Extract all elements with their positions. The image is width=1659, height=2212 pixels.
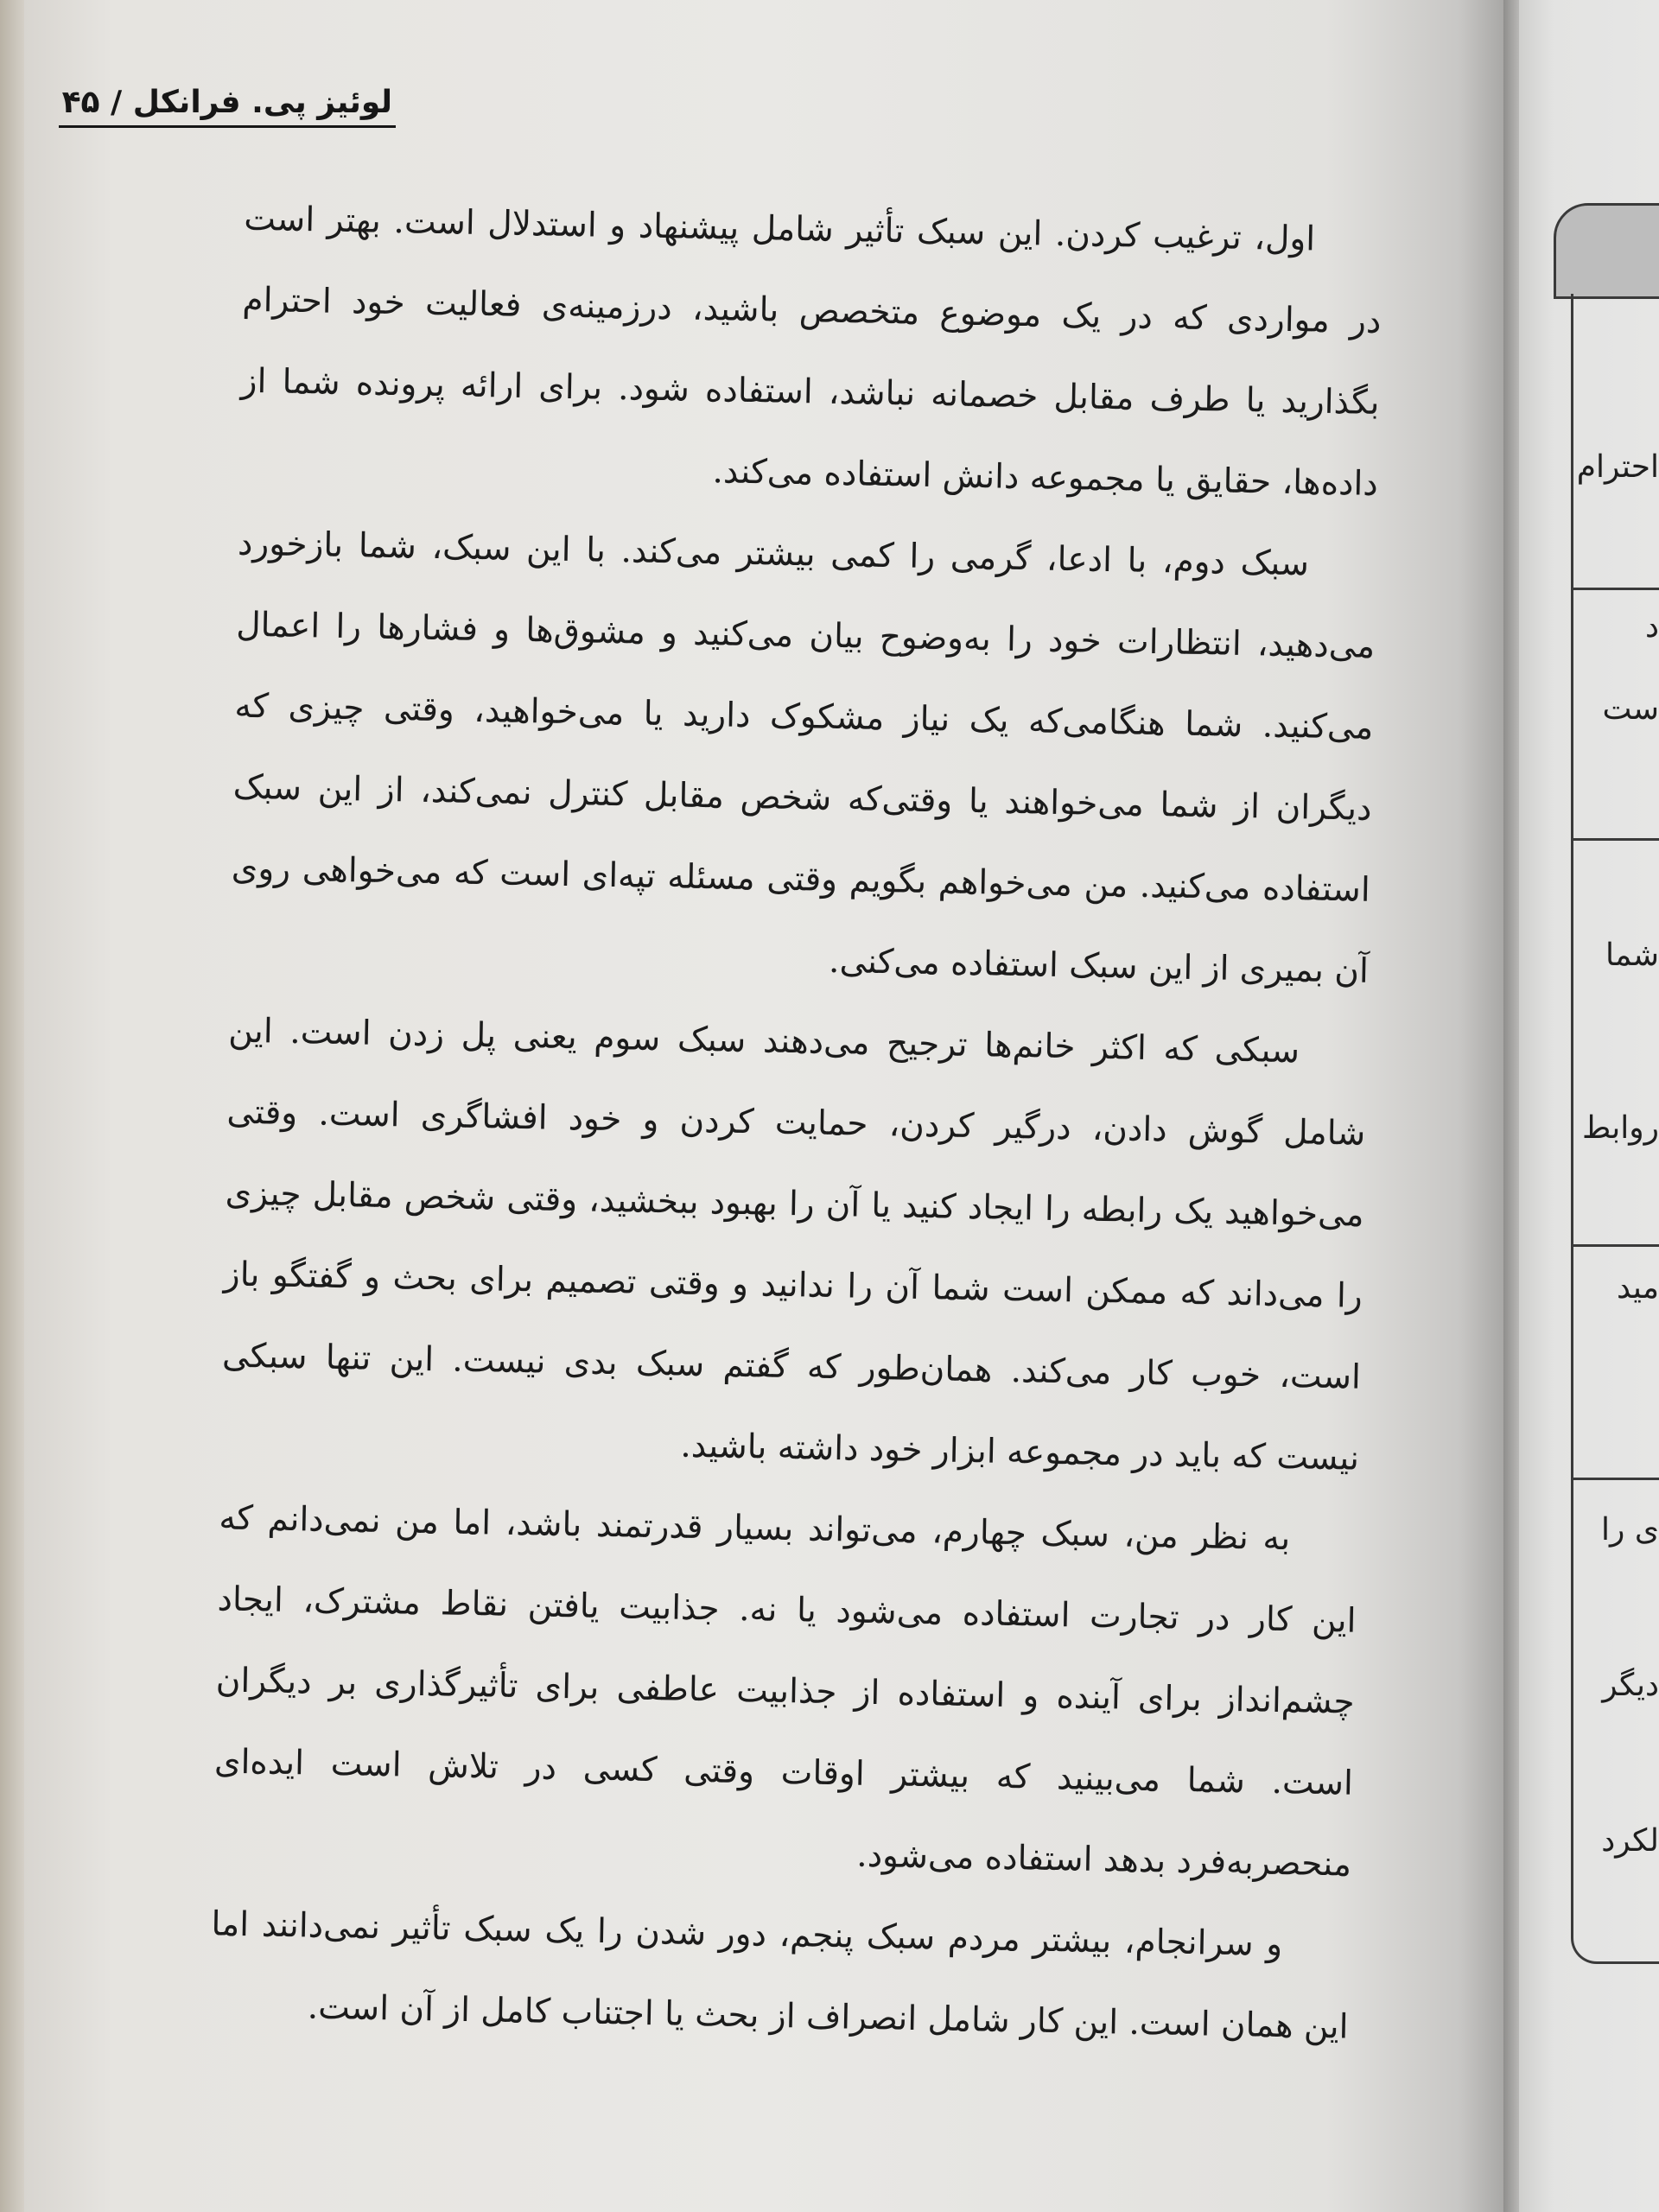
facing-text-fragment: احترام [1576,449,1659,485]
facing-table-rule [1573,838,1659,841]
facing-table-rule [1573,1478,1659,1480]
facing-text-fragment: د [1644,609,1659,645]
facing-text-fragment: شما [1605,938,1659,973]
book-page [24,0,1503,2212]
facing-page [1519,0,1659,2212]
paragraph-3: سبکی که اکثر خانم‌ها ترجیح می‌دهند سبک سوم یعنی پل زدن است. این شامل گوش دادن، درگیر کردن، حمایت کردن و خود افشاگری است. وقتی می‌خواهید یک رابطه را ایجاد کنید یا آن را بهبود ببخشید، وقتی شخص مقابل چیزی را می‌داند که ممکن است شما آن را ندانید و وقتی تصمیم برای بحث و گفتگو باز است، خوب کار می‌کند. همان‌طور که گفتم سبک بدی نیست. این تنها سبکی نیست که باید در مجموعه ابزار خود داشته باشید. [221,1011,1366,1478]
body-text [209,179,1383,2069]
paragraph-5: و سرانجام، بیشتر مردم سبک پنجم، دور شدن را یک سبک تأثیر نمی‌دانند اما این همان است. این کار شامل انصراف از بحث یا اجتناب کامل از آن است. [211,1904,1349,2047]
facing-table-header [1554,203,1659,299]
facing-text-fragment: دیگر [1602,1668,1659,1703]
facing-text-fragment: ی را [1600,1512,1659,1548]
paragraph-4: به نظر من، سبک چهارم، می‌تواند بسیار قدرتمند باشد، اما من نمی‌دانم که این کار در تجارت استفاده می‌شود یا نه. جذابیت یافتن نقاط مشترک، ایجاد چشم‌انداز برای آینده و استفاده از جذابیت عاطفی برای تأثیرگذاری بر دیگران است. شما می‌بینید که بیشتر اوقات وقتی کسی در تلاش است ایده‌ای منحصربه‌فرد بدهد استفاده می‌شود. [213,1498,1357,1885]
facing-text-fragment: لکرد [1601,1823,1659,1859]
book-gutter [1503,0,1521,2212]
paragraph-2: سبک دوم، با ادعا، گرمی را کمی بیشتر می‌کند. با این سبک، شما بازخورد می‌دهید، انتظارات خود را به‌وضوح بیان می‌کنید و مشوق‌ها و فشارها را اعمال می‌کنید. شما هنگامی‌که یک نیاز مشکوک دارید یا می‌خواهید، وقتی چیزی که دیگران از شما می‌خواهند یا وقتی‌که شخص مقابل کنترل نمی‌کند، از این سبک استفاده می‌کنید. من می‌خواهم بگویم وقتی مسئله تپه‌ای است که می‌خواهی روی آن بمیری از این سبک استفاده می‌کنی. [231,524,1376,991]
facing-table-rule [1573,1244,1659,1247]
facing-text-fragment: روابط [1582,1110,1659,1146]
facing-text-fragment: مید [1616,1270,1659,1306]
facing-table-rule [1573,588,1659,590]
paragraph-1: اول، ترغیب کردن. این سبک تأثیر شامل پیشنهاد و استدلال است. بهتر است در مواردی که در یک موضوع متخصص باشید، درزمینه‌ی فعالیت خود احترام بگذارید یا طرف مقابل خصمانه نباشد، استفاده شود. برای ارائه پرونده شما از داده‌ها، حقایق یا مجموعه دانش استفاده می‌کند. [240,199,1382,504]
facing-text-fragment: ست [1602,691,1659,727]
running-head: لوئیز پی. فرانکل / ۴۵ [59,85,396,128]
book-edge-left [0,0,26,2212]
